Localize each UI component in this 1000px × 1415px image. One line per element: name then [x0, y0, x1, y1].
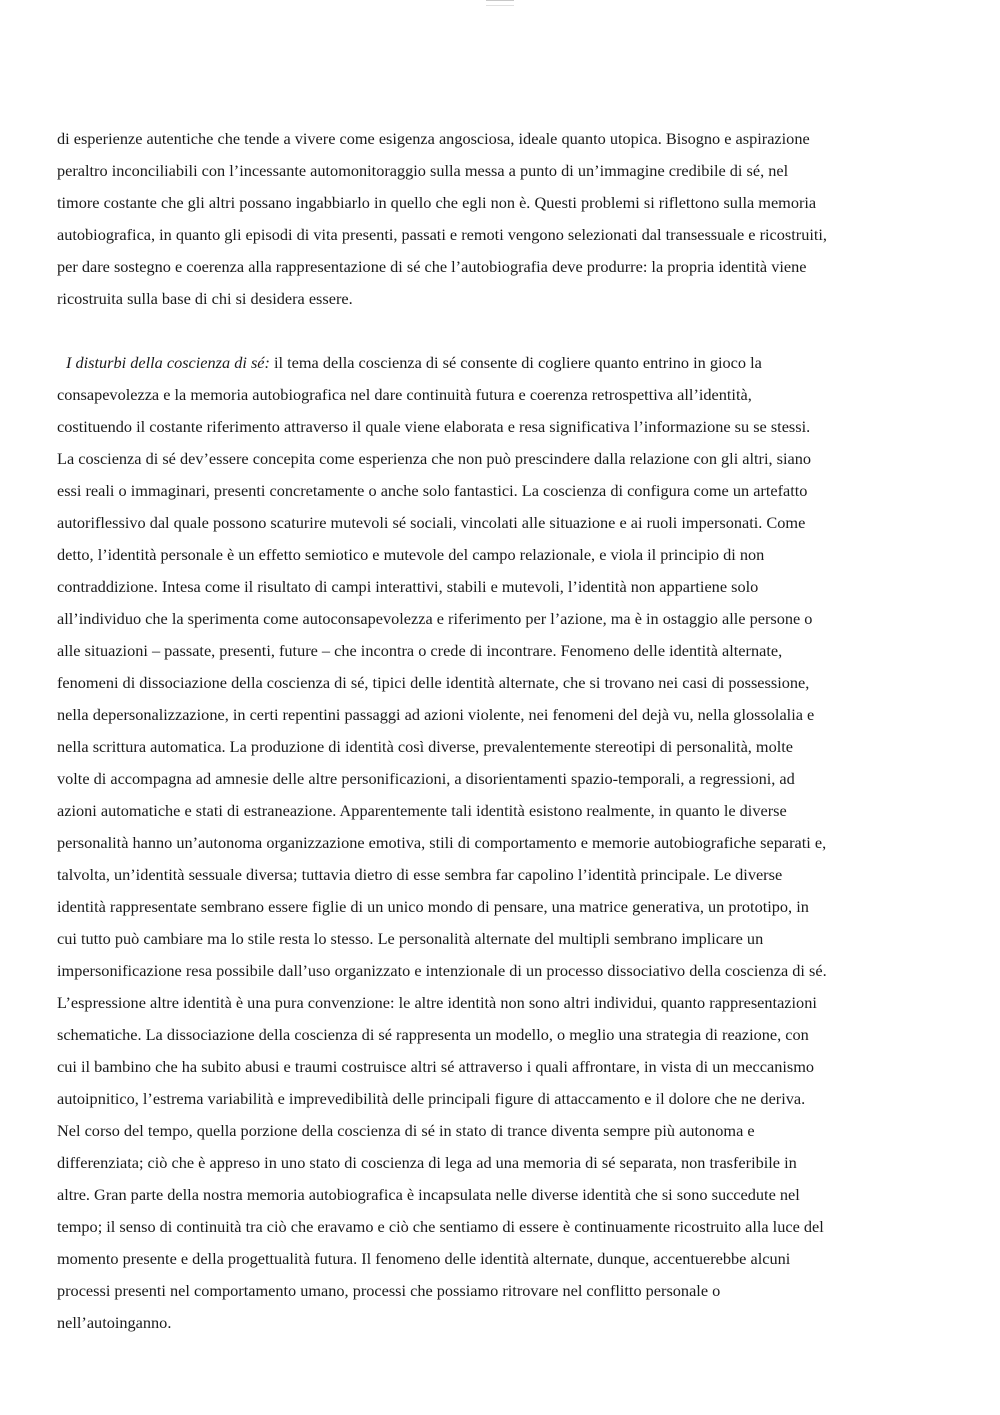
paragraph-text: il tema della coscienza di sé consente di cogliere quanto entrino in gioco la consapevolezza e la memoria autobiografica nel dare continuità futura e coerenza retrospettiva all’identità, costituendo il costante riferimento attraverso il quale viene elaborata e resa significativa l’informazione su se stessi. La coscienza di sé dev’essere concepita come esperienza che non può prescindere dalla relazione con gli altri, siano essi reali o immaginari, presenti concretamente o anche solo fantastici. La coscienza di configura come un artefatto autoriflessivo dal quale possono scaturire mutevoli sé sociali, vincolati alle situazione e ai ruoli impersonati. Come detto, l’identità personale è un effetto semiotico e mutevole del campo relazionale, e viola il principio di non contraddizione. Intesa come il risultato di campi interattivi, stabili e mutevoli, l’identità non appartiene solo all’individuo che la sperimenta come autoconsapevolezza e riferimento per l’azione, ma è in ostaggio alle persone o alle situazioni – passate, presenti, future – che incontra o crede di incontrare. Fenomeno delle identità alternate, fenomeni di dissociazione della coscienza di sé, tipici delle identità alternate, che si trovano nei casi di possessione, nella depersonalizzazione, in certi repentini passaggi ad azioni violente, nei fenomeni del dejà vu, nella glossolalia e nella scrittura automatica. La produzione di identità così diverse, prevalentemente stereotipi di personalità, molte volte di accompagna ad amnesie delle altre personificazioni, a disorientamenti spazio-temporali, a regressioni, ad azioni automatiche e stati di estraneazione. Apparentemente tali identità esistono realmente, in quanto le diverse personalità hanno un’autonoma organizzazione emotiva, stili di comportamento e memorie autobiografiche separati e, talvolta, un’identità sessuale diversa; tuttavia dietro di esse sembra far capolino l’identità principale. Le diverse identità rappresentate sembrano essere figlie di un unico mondo di pensare, una matrice generativa, un prototipo, in cui tutto può cambiare ma lo stile resta lo stesso. Le personalità alternate del multipli sembrano implicare un impersonificazione resa possibile dall’uso organizzato e intenzionale di un processo dissociativo della coscienza di sé. L’espressione altre identità è una pura convenzione: le altre identità non sono altri individui, quanto rappresentazioni schematiche. La dissociazione della coscienza di sé rappresenta un modello, o meglio una strategia di reazione, con cui il bambino che ha subito abusi e traumi costruisce altri sé attraverso i quali affrontare, in vista di un meccanismo autoipnitico, l’estrema variabilità e imprevedibilità delle principali figure di attaccamento e il dolore che ne deriva. Nel corso del tempo, quella porzione della coscienza di sé in stato di trance diventa sempre più autonoma e differenziata; ciò che è appreso in uno stato di coscienza di lega ad una memoria di sé separata, non trasferibile in altre. Gran parte della nostra memoria autobiografica è incapsulata nelle diverse identità che si sono succedute nel tempo; il senso di continuità tra ciò che eravamo e ciò che sentiamo di essere è continuamente ricostruito alla luce del momento presente e della progettualità futura. Il fenomeno delle identità alternate, dunque, accentuerebbe alcuni processi presenti nel comportamento umano, processi che possiamo ritrovare nel conflitto personale o nell’autoinganno. — [57, 353, 827, 1332]
section-heading: I disturbi della coscienza di sé: — [66, 353, 270, 372]
document-body — [57, 91, 935, 1371]
paragraph — [57, 123, 935, 315]
paragraph — [57, 347, 935, 1339]
paragraph-text: di esperienze autentiche che tende a vivere come esigenza angosciosa, ideale quanto utopica. Bisogno e aspirazione peraltro inconciliabili con l’incessante automonitoraggio sulla messa a punto di un’immagine credibile di sé, nel timore costante che gli altri possano ingabbiarlo in quello che egli non è. Questi problemi si riflettono sulla memoria autobiografica, in quanto gli episodi di vita presenti, passati e remoti vengono selezionati dal transessuale e ricostruiti, per dare sostegno e coerenza alla rappresentazione di sé che l’autobiografia deve produrre: la propria identità viene ricostruita sulla base di chi si desidera essere. — [57, 129, 827, 308]
page-header-mark — [486, 0, 514, 6]
